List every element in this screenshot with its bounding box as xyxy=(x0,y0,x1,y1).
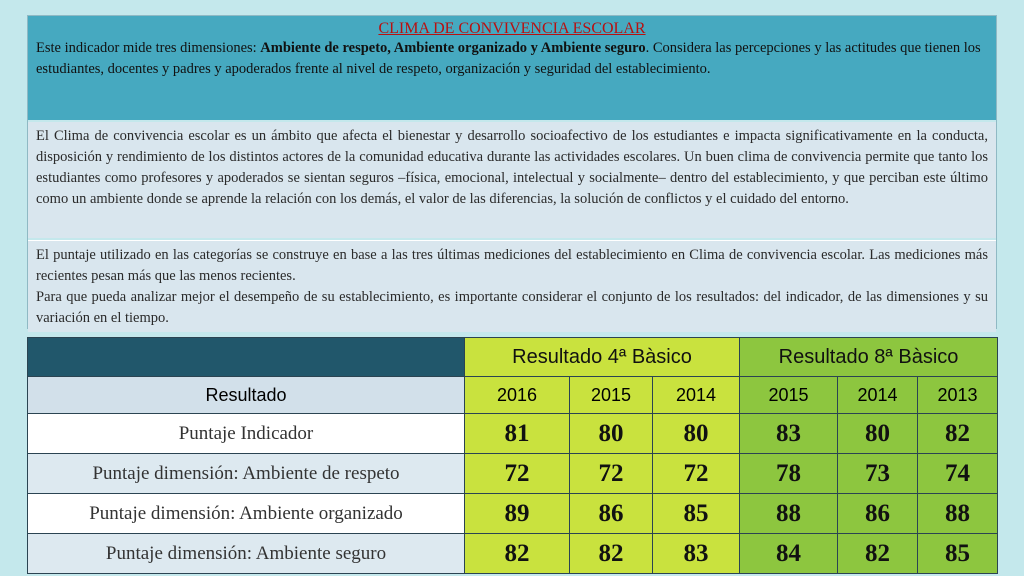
score-cell: 72 xyxy=(465,454,570,494)
year-8-basico: 2015 xyxy=(740,377,838,414)
score-cell: 81 xyxy=(465,414,570,454)
score-cell: 72 xyxy=(570,454,653,494)
scoring-paragraph-2: Para que pueda analizar mejor el desempeño de su establecimiento, es importante considerar el conjunto de los resultados: del indicador, de las dimensiones y su variación en el tiempo. xyxy=(36,289,988,326)
table-row xyxy=(28,494,998,534)
score-cell: 80 xyxy=(838,414,918,454)
description-text-2: . Considera las percepciones y las actitudes que tienen los estudiantes, docentes y padres y apoderados frente al nivel de respeto, organización y seguridad del establecimiento. xyxy=(36,40,981,77)
scoring-paragraph-1: El puntaje utilizado en las categorías se construye en base a las tres últimas mediciones del establecimiento en Clima de convivencia escolar. Las mediciones más recientes pesan más que las menos recientes. xyxy=(36,247,988,284)
score-cell: 82 xyxy=(838,534,918,574)
indicator-description xyxy=(36,38,988,79)
row-header-resultado: Resultado xyxy=(28,377,465,414)
score-cell: 89 xyxy=(465,494,570,534)
group-header-4-basico: Resultado 4ª Bàsico xyxy=(465,338,740,377)
score-cell: 86 xyxy=(570,494,653,534)
score-cell: 88 xyxy=(740,494,838,534)
score-cell: 82 xyxy=(570,534,653,574)
score-cell: 73 xyxy=(838,454,918,494)
score-cell: 83 xyxy=(740,414,838,454)
description-dimensions: Ambiente de respeto, Ambiente organizado y Ambiente seguro xyxy=(260,40,646,56)
score-cell: 74 xyxy=(918,454,998,494)
group-header-8-basico: Resultado 8ª Bàsico xyxy=(740,338,998,377)
score-cell: 80 xyxy=(570,414,653,454)
score-cell: 83 xyxy=(653,534,740,574)
row-label: Puntaje dimensión: Ambiente de respeto xyxy=(28,454,465,494)
table-row xyxy=(28,414,998,454)
row-label: Puntaje dimensión: Ambiente organizado xyxy=(28,494,465,534)
year-8-basico: 2014 xyxy=(838,377,918,414)
score-cell: 84 xyxy=(740,534,838,574)
indicator-header xyxy=(28,16,996,120)
table-year-row xyxy=(28,377,998,414)
score-cell: 78 xyxy=(740,454,838,494)
score-cell: 72 xyxy=(653,454,740,494)
row-label: Puntaje Indicador xyxy=(28,414,465,454)
indicator-title: CLIMA DE CONVIVENCIA ESCOLAR xyxy=(378,20,646,37)
year-4-basico: 2016 xyxy=(465,377,570,414)
description-text-1: Este indicador mide tres dimensiones: xyxy=(36,40,257,56)
table-group-header-row xyxy=(28,338,998,377)
score-cell: 88 xyxy=(918,494,998,534)
table-corner xyxy=(28,338,465,377)
table-row xyxy=(28,454,998,494)
year-8-basico: 2013 xyxy=(918,377,998,414)
results-table xyxy=(27,337,998,574)
score-cell: 85 xyxy=(653,494,740,534)
info-panel xyxy=(27,15,997,329)
year-4-basico: 2015 xyxy=(570,377,653,414)
score-cell: 82 xyxy=(465,534,570,574)
score-cell: 85 xyxy=(918,534,998,574)
climate-explanation: El Clima de convivencia escolar es un ámbito que afecta el bienestar y desarrollo socioafectivo de los estudiantes e impacta significativamente en la conducta, disposición y rendimiento de los distintos actores de la comunidad educativa durante las actividades escolares. Un buen clima de convivencia permite que tanto los estudiantes como profesores y apoderados se sientan seguros –física, emocional, intelectual y socialmente– dentro del establecimiento, y que perciban este último como un ambiente donde se aprende la relación con los demás, el valor de las diferencias, la solución de conflictos y el cuidado del entorno. xyxy=(28,122,996,238)
scoring-explanation xyxy=(28,240,996,332)
score-cell: 82 xyxy=(918,414,998,454)
score-cell: 86 xyxy=(838,494,918,534)
table-row xyxy=(28,534,998,574)
row-label: Puntaje dimensión: Ambiente seguro xyxy=(28,534,465,574)
score-cell: 80 xyxy=(653,414,740,454)
year-4-basico: 2014 xyxy=(653,377,740,414)
